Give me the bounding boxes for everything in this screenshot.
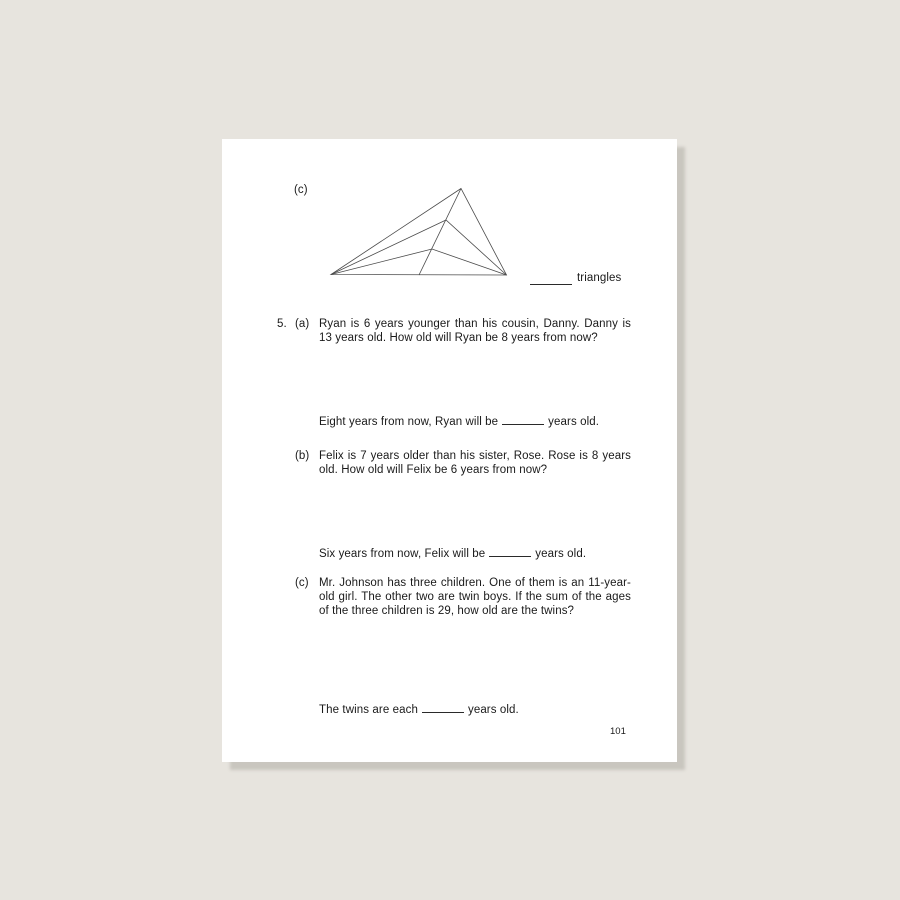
- part-c-prompt: Mr. Johnson has three children. One of them is an 11-year-old girl. The other two are twin boys. If the sum of the ages of the three children is 29, how old are the twins?: [319, 577, 631, 617]
- answer-c-prefix: The twins are each: [319, 704, 418, 716]
- cevian-line: [419, 189, 461, 276]
- figure-part-label: (c): [294, 184, 308, 196]
- answer-line-b: [319, 545, 586, 561]
- answer-line-a: [319, 413, 599, 429]
- part-b-prompt: Felix is 7 years older than his sister, Rose. Rose is 8 years old. How old will Felix be 6 years from now?: [319, 450, 631, 476]
- part-b-label: (b): [295, 450, 310, 462]
- figure-answer-blank: [530, 273, 572, 285]
- answer-b-prefix: Six years from now, Felix will be: [319, 548, 486, 560]
- answer-line-c: [319, 701, 519, 717]
- question-5a: [277, 317, 631, 345]
- part-a-label: (a): [295, 318, 310, 330]
- part-a-prompt: Ryan is 6 years younger than his cousin, Danny. Danny is 13 years old. How old will Ryan be 8 years from now?: [319, 318, 631, 344]
- triangle-figure: [322, 179, 522, 284]
- answer-a-blank: [502, 413, 544, 425]
- answer-c-blank: [422, 701, 464, 713]
- page-number: 101: [610, 726, 626, 737]
- figure-answer-suffix: triangles: [577, 272, 622, 284]
- question-number: 5.: [277, 318, 287, 330]
- answer-b-blank: [489, 545, 531, 557]
- figure-answer-line: [530, 271, 621, 285]
- upper-bent-line: [331, 220, 507, 275]
- answer-a-suffix: years old.: [548, 416, 600, 428]
- question-5b: [295, 449, 631, 477]
- question-5c: [295, 576, 631, 618]
- answer-c-suffix: years old.: [467, 704, 519, 716]
- answer-a-prefix: Eight years from now, Ryan will be: [319, 416, 499, 428]
- part-c-label: (c): [295, 577, 309, 589]
- workbook-page: [222, 139, 677, 762]
- answer-b-suffix: years old.: [535, 548, 587, 560]
